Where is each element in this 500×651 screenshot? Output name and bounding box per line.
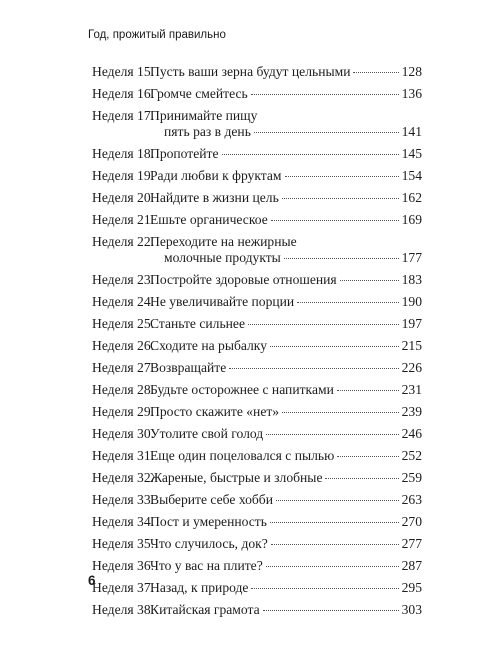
toc-entry	[92, 142, 422, 164]
toc-week-label: Неделя 29.	[92, 403, 155, 419]
dot-leader	[282, 412, 399, 413]
toc-entry-title: Пусть ваши зерна будут цельными	[150, 63, 351, 79]
dot-leader	[270, 346, 399, 347]
toc-week-label: Неделя 31.	[92, 447, 155, 463]
toc-entry-title: Китайская грамота	[150, 601, 260, 617]
toc-entry-title: Что случилось, док?	[150, 535, 268, 551]
dot-leader	[266, 434, 398, 435]
toc-page-number: 277	[401, 535, 422, 551]
toc-entry-title: Переходите на нежирные	[150, 233, 297, 249]
toc-entry-title: Ешьте органическое	[150, 211, 268, 227]
toc-entry-title: Что у вас на плите?	[150, 557, 263, 573]
toc-entry-title: Еще один поцеловался с пылью	[150, 447, 335, 463]
toc-week-label: Неделя 32.	[92, 469, 155, 485]
dot-leader	[229, 368, 398, 369]
toc-entry	[92, 334, 422, 356]
toc-entry	[92, 444, 422, 466]
toc-week-label: Неделя 25.	[92, 315, 155, 331]
toc-page-number: 239	[401, 403, 422, 419]
toc-week-label: Неделя 17.	[92, 107, 155, 123]
toc-page-number: 183	[401, 271, 422, 287]
dot-leader	[284, 258, 399, 259]
toc-page-number: 215	[401, 337, 422, 353]
dot-leader	[297, 302, 398, 303]
toc-entry-title: Пропотейте	[150, 145, 219, 161]
toc-page-number: 145	[401, 145, 422, 161]
toc-entry	[92, 466, 422, 488]
toc-entry	[92, 554, 422, 576]
toc-entry-title: Станьте сильнее	[150, 315, 245, 331]
toc-page-number: 259	[401, 469, 422, 485]
dot-leader	[353, 72, 398, 73]
toc-entry-title: Принимайте пищу	[150, 107, 258, 123]
toc-page-number: 303	[401, 601, 422, 617]
toc-entry	[92, 82, 422, 104]
toc-entry	[92, 400, 422, 422]
toc-week-label: Неделя 36.	[92, 557, 155, 573]
toc-week-label: Неделя 21.	[92, 211, 155, 227]
toc-entry	[92, 230, 422, 268]
toc-week-label: Неделя 19.	[92, 167, 155, 183]
toc-entry	[92, 378, 422, 400]
toc-page-number: 141	[401, 123, 422, 139]
toc-page-number: 231	[401, 381, 422, 397]
toc-entry	[92, 510, 422, 532]
dot-leader	[282, 198, 399, 199]
toc-entry	[92, 576, 422, 598]
toc-week-label: Неделя 26.	[92, 337, 155, 353]
table-of-contents	[92, 60, 422, 620]
toc-week-label: Неделя 28.	[92, 381, 155, 397]
dot-leader	[285, 176, 399, 177]
dot-leader	[270, 522, 399, 523]
dot-leader	[254, 132, 399, 133]
toc-week-label: Неделя 38.	[92, 601, 155, 617]
toc-entry-title: Назад, к природе	[150, 579, 249, 595]
toc-page-number: 295	[401, 579, 422, 595]
toc-entry	[92, 488, 422, 510]
toc-entry-title: Утолите свой голод	[150, 425, 264, 441]
toc-entry-title: Найдите в жизни цель	[150, 189, 279, 205]
toc-week-label: Неделя 37.	[92, 579, 155, 595]
toc-page-number: 169	[401, 211, 422, 227]
toc-page-number: 177	[401, 249, 422, 265]
toc-week-label: Неделя 18.	[92, 145, 155, 161]
toc-week-label: Неделя 16.	[92, 85, 155, 101]
toc-entry	[92, 268, 422, 290]
toc-entry-title: молочные продукты	[164, 249, 281, 265]
toc-week-label: Неделя 33.	[92, 491, 155, 507]
page-number: 6	[88, 573, 96, 588]
toc-entry	[92, 290, 422, 312]
toc-entry	[92, 532, 422, 554]
toc-entry-title: Ради любви к фруктам	[150, 167, 282, 183]
toc-entry	[92, 312, 422, 334]
dot-leader	[266, 566, 399, 567]
toc-entry	[92, 598, 422, 620]
running-head: Год, прожитый правильно	[88, 29, 226, 41]
toc-entry-title: Просто скажите «нет»	[150, 403, 280, 419]
toc-week-label: Неделя 23.	[92, 271, 155, 287]
toc-week-label: Неделя 15.	[92, 63, 155, 79]
toc-week-label: Неделя 30.	[92, 425, 155, 441]
dot-leader	[222, 154, 399, 155]
toc-entry-title: Будьте осторожнее с напитками	[150, 381, 334, 397]
toc-page-number: 128	[401, 63, 422, 79]
toc-week-label: Неделя 34.	[92, 513, 155, 529]
toc-page-number: 197	[401, 315, 422, 331]
toc-entry	[92, 422, 422, 444]
toc-entry	[92, 60, 422, 82]
toc-week-label: Неделя 22.	[92, 233, 155, 249]
dot-leader	[248, 324, 399, 325]
dot-leader	[271, 544, 399, 545]
toc-entry	[92, 186, 422, 208]
toc-page-number: 246	[401, 425, 422, 441]
dot-leader	[251, 588, 398, 589]
dot-leader	[271, 220, 399, 221]
toc-week-label: Неделя 35.	[92, 535, 155, 551]
toc-entry-title: Выберите себе хобби	[150, 491, 274, 507]
toc-entry-title: пять раз в день	[164, 123, 251, 139]
dot-leader	[276, 500, 399, 501]
toc-page-number: 270	[401, 513, 422, 529]
toc-entry	[92, 104, 422, 142]
toc-entry-title: Жареные, быстрые и злобные	[150, 469, 323, 485]
toc-page-number: 263	[401, 491, 422, 507]
toc-page-number: 154	[401, 167, 422, 183]
toc-page-number: 190	[401, 293, 422, 309]
toc-entry-title: Сходите на рыбалку	[150, 337, 268, 353]
dot-leader	[337, 456, 398, 457]
toc-entry-title: Громче смейтесь	[150, 85, 248, 101]
toc-page-number: 136	[401, 85, 422, 101]
toc-entry	[92, 208, 422, 230]
dot-leader	[337, 390, 399, 391]
toc-entry	[92, 164, 422, 186]
dot-leader	[340, 280, 399, 281]
toc-week-label: Неделя 27.	[92, 359, 155, 375]
toc-page-number: 287	[401, 557, 422, 573]
toc-entry-title: Возвращайте	[150, 359, 227, 375]
toc-week-label: Неделя 20.	[92, 189, 155, 205]
toc-page-number: 252	[401, 447, 422, 463]
toc-entry-title: Не увеличивайте порции	[150, 293, 295, 309]
toc-page-number: 226	[401, 359, 422, 375]
toc-week-label: Неделя 24.	[92, 293, 155, 309]
toc-page-number: 162	[401, 189, 422, 205]
dot-leader	[263, 610, 399, 611]
toc-entry	[92, 356, 422, 378]
toc-entry-title: Постройте здоровые отношения	[150, 271, 337, 287]
dot-leader	[325, 478, 398, 479]
dot-leader	[251, 94, 399, 95]
toc-entry-title: Пост и умеренность	[150, 513, 267, 529]
